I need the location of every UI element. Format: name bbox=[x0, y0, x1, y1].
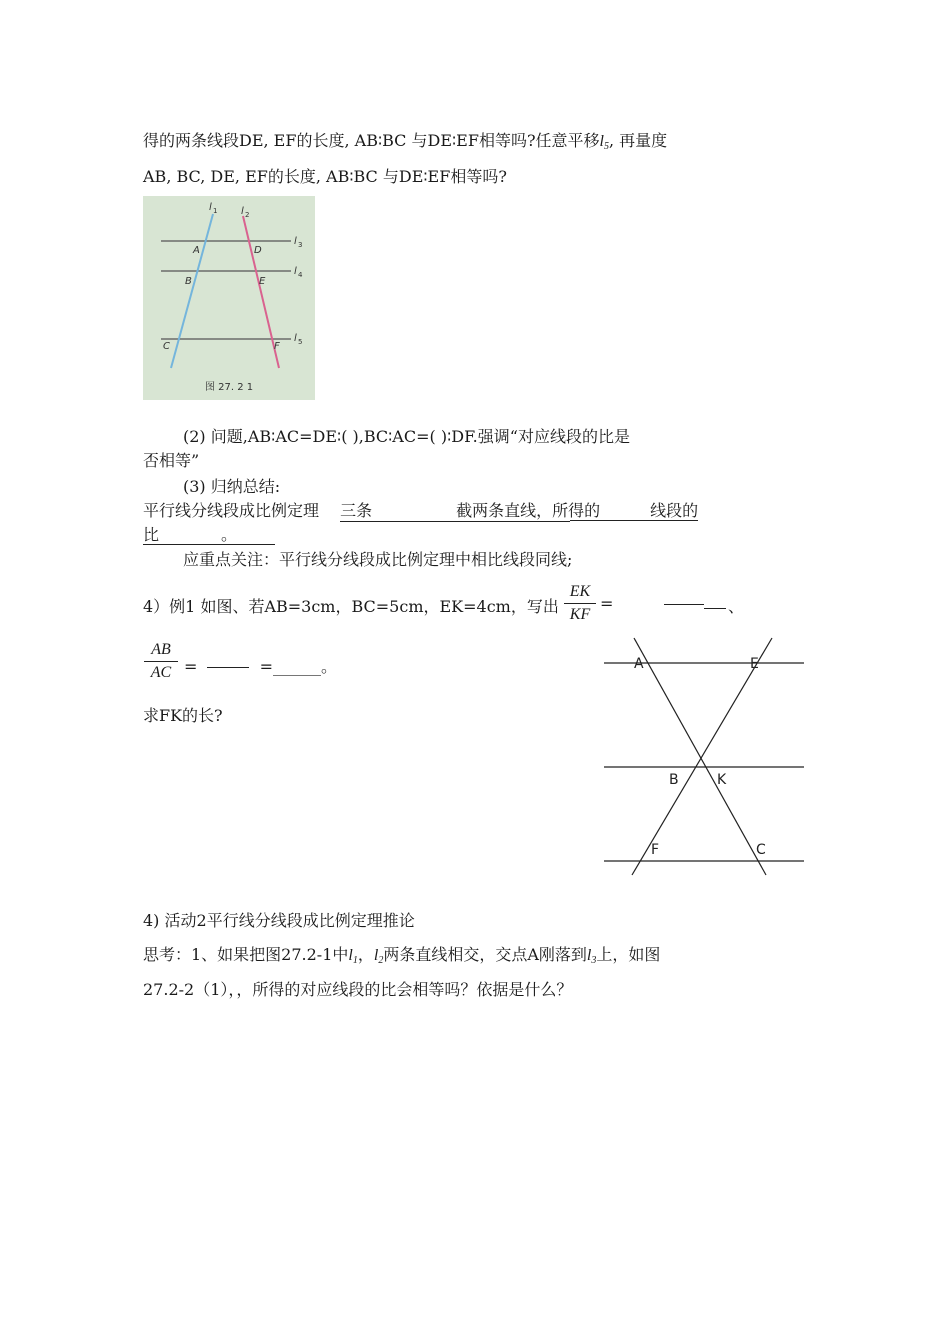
point-A: A bbox=[634, 656, 644, 672]
point-F: F bbox=[651, 842, 660, 858]
var-l1: $l_1$ bbox=[348, 947, 358, 966]
theorem-pre: 平行线分线段成比例定理 bbox=[143, 501, 320, 520]
example-answer-2: =______。 bbox=[259, 657, 338, 676]
figure-caption: 图 27. 2 1 bbox=[205, 382, 254, 393]
svg-text:4: 4 bbox=[298, 271, 303, 279]
theorem-blank-1: 三条 截两条直线，所得的 bbox=[340, 498, 570, 522]
figure-27-2-1 bbox=[143, 196, 315, 400]
fraction-ek-kf: $\frac{EK}{KF}$ bbox=[564, 583, 596, 624]
label-l3: l bbox=[294, 236, 297, 247]
label-l1: l bbox=[209, 202, 212, 213]
item-2-line-2: 否相等” bbox=[143, 451, 200, 470]
point-C: C bbox=[163, 341, 170, 352]
svg-text:1: 1 bbox=[213, 207, 218, 215]
item-3: (3) 归纳总结: bbox=[183, 477, 281, 496]
think-line-2: 27.2-2（1），，所得的对应线段的比会相等吗？依据是什么？ bbox=[143, 980, 573, 999]
point-B: B bbox=[185, 276, 192, 287]
point-C: C bbox=[756, 842, 766, 858]
activity-heading: 4) 活动2平行线分线段成比例定理推论 bbox=[143, 911, 415, 930]
theorem-line-2 bbox=[143, 522, 275, 545]
item-2-line-1: (2) 问题,AB∶AC=DE∶( ),BC∶AC=( )∶DF.强调“对应线段的比是 bbox=[183, 427, 630, 446]
line1-tail: , 再量度 bbox=[608, 131, 668, 150]
svg-text:5: 5 bbox=[298, 338, 303, 346]
point-A: A bbox=[193, 245, 200, 256]
var-l5: $l_5$ bbox=[599, 133, 609, 152]
paragraph-line-1 bbox=[143, 128, 667, 152]
theorem-part3: 线段的 bbox=[650, 501, 699, 520]
var-l2: $l_2$ bbox=[373, 947, 384, 966]
point-E: E bbox=[750, 656, 759, 672]
example-text: 4）例1 如图、若AB=3cm，BC=5cm，EK=4cm，写出 bbox=[143, 597, 559, 616]
figure-example-1-svg bbox=[600, 635, 810, 880]
line-ef bbox=[632, 638, 772, 875]
example-answer-blank-1 bbox=[664, 594, 726, 613]
svg-text:3: 3 bbox=[298, 241, 303, 249]
figure-27-2-1-svg bbox=[143, 196, 315, 400]
point-F: F bbox=[274, 341, 280, 352]
fraction-ab-ac: $\frac{AB}{AC}$ bbox=[144, 641, 178, 682]
focus-note: 应重点关注：平行线分线段成比例定理中相比线段同线; bbox=[183, 550, 573, 569]
point-D: D bbox=[254, 245, 262, 256]
label-l4: l bbox=[294, 266, 297, 277]
var-l3: $l_3$ bbox=[586, 947, 597, 966]
svg-text:2: 2 bbox=[245, 211, 250, 219]
paragraph-line-2: AB, BC, DE, EF的长度, AB∶BC 与DE∶EF相等吗? bbox=[143, 167, 507, 186]
label-l2: l bbox=[241, 206, 244, 217]
figure-example-1 bbox=[600, 635, 810, 880]
line-ac bbox=[634, 638, 766, 875]
example-equals-1: = bbox=[600, 594, 614, 613]
line-l1 bbox=[171, 214, 213, 368]
theorem-blank-2 bbox=[570, 501, 650, 521]
point-K: K bbox=[717, 772, 727, 788]
example-separator: 、 bbox=[728, 597, 745, 616]
point-B: B bbox=[669, 772, 679, 788]
example-equals-2: = =______。 bbox=[184, 657, 338, 676]
line1-text: 得的两条线段DE, EF的长度, AB∶BC 与DE∶EF相等吗?任意平移 bbox=[143, 131, 600, 150]
example-question: 求FK的长? bbox=[143, 706, 223, 725]
label-l5: l bbox=[294, 333, 297, 344]
point-E: E bbox=[259, 276, 266, 287]
theorem-line2-pre: 比 bbox=[143, 525, 160, 544]
theorem-line2-post: 。 bbox=[221, 525, 275, 545]
theorem-line-1 bbox=[143, 498, 698, 522]
think-line-1: 思考：1、如果把图27.2-1中$l_1$，$l_2$两条直线相交，交点A刚落到$l_3$上，如图 bbox=[143, 945, 661, 966]
